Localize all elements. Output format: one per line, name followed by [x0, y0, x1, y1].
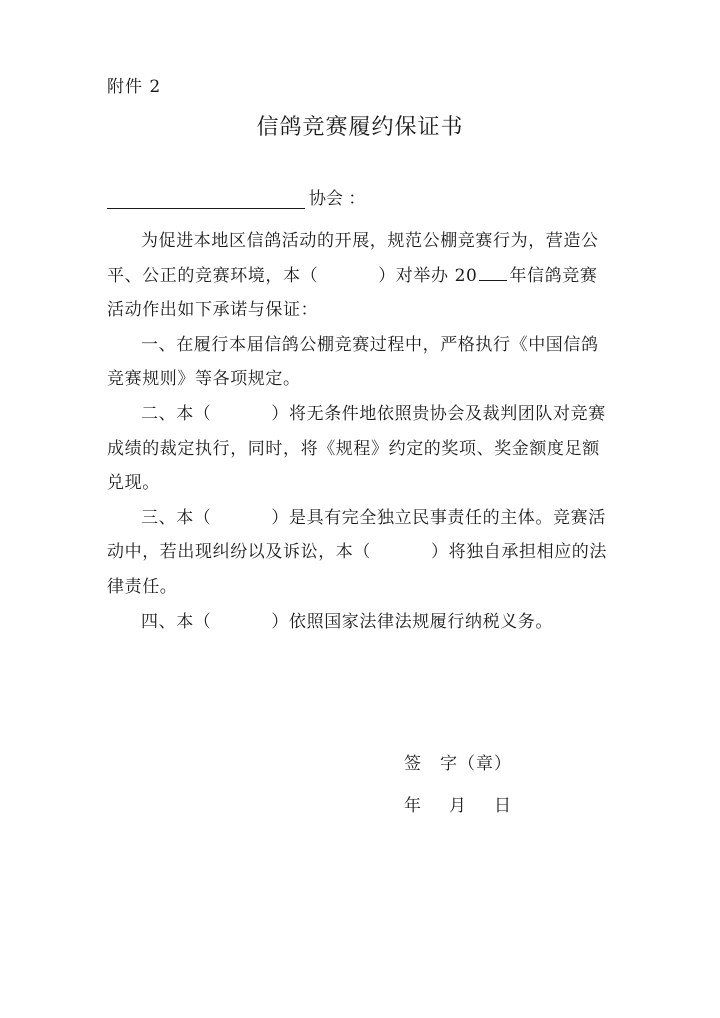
date-month-label: 月: [449, 796, 466, 816]
date-day-label: 日: [494, 796, 511, 816]
date-line: [404, 791, 511, 816]
addressee-line: [107, 184, 365, 209]
year-blank[interactable]: [479, 264, 507, 281]
signature-label: 签 字（章）: [404, 754, 512, 774]
addressee-suffix: 协会 ：: [309, 189, 366, 209]
document-title: 信鸽竞赛履约保证书: [256, 115, 464, 140]
intro-text-1: 为促进本地区信鸽活动的开展，规范公棚竞赛行为，营造公平、公正的竞赛环境，本（: [107, 231, 599, 286]
item-4-text-1: 四、本（: [141, 611, 212, 632]
item-3-text-1: 三、本（: [141, 507, 212, 528]
intro-text-3: 年信鸽竞赛活动作出如下承诺与保证：: [107, 265, 598, 321]
item-3-text-2: ）是具有完全独立民事责任的主体。竞赛活动中，若出现纠纷以及诉讼，本（: [107, 507, 606, 563]
paragraph-item-4: [107, 605, 607, 640]
paragraph-item-2: [107, 397, 607, 501]
item-2-text-1: 二、本（: [141, 403, 212, 424]
document-body: [107, 224, 607, 639]
item-4-text-2: ）依照国家法律法规履行纳税义务。: [271, 611, 554, 632]
date-year-label: 年: [404, 796, 421, 816]
association-name-blank[interactable]: [107, 191, 305, 209]
attachment-label: 附件 2: [107, 77, 162, 97]
intro-text-2: ）对举办 20: [378, 265, 478, 286]
item-2-text-2: ）将无条件地依照贵协会及裁判团队对竞赛成绩的裁定执行，同时，将《规程》约定的奖项、奖金额度足额兑现。: [107, 403, 606, 494]
paragraph-item-3: [107, 501, 607, 605]
paragraph-intro: [107, 224, 607, 328]
paragraph-item-1: 一、在履行本届信鸽公棚竞赛过程中，严格执行《中国信鸽竞赛规则》等各项规定。: [107, 334, 599, 390]
item-3-text-3: ）将独自承担相应的法律责任。: [107, 542, 607, 597]
